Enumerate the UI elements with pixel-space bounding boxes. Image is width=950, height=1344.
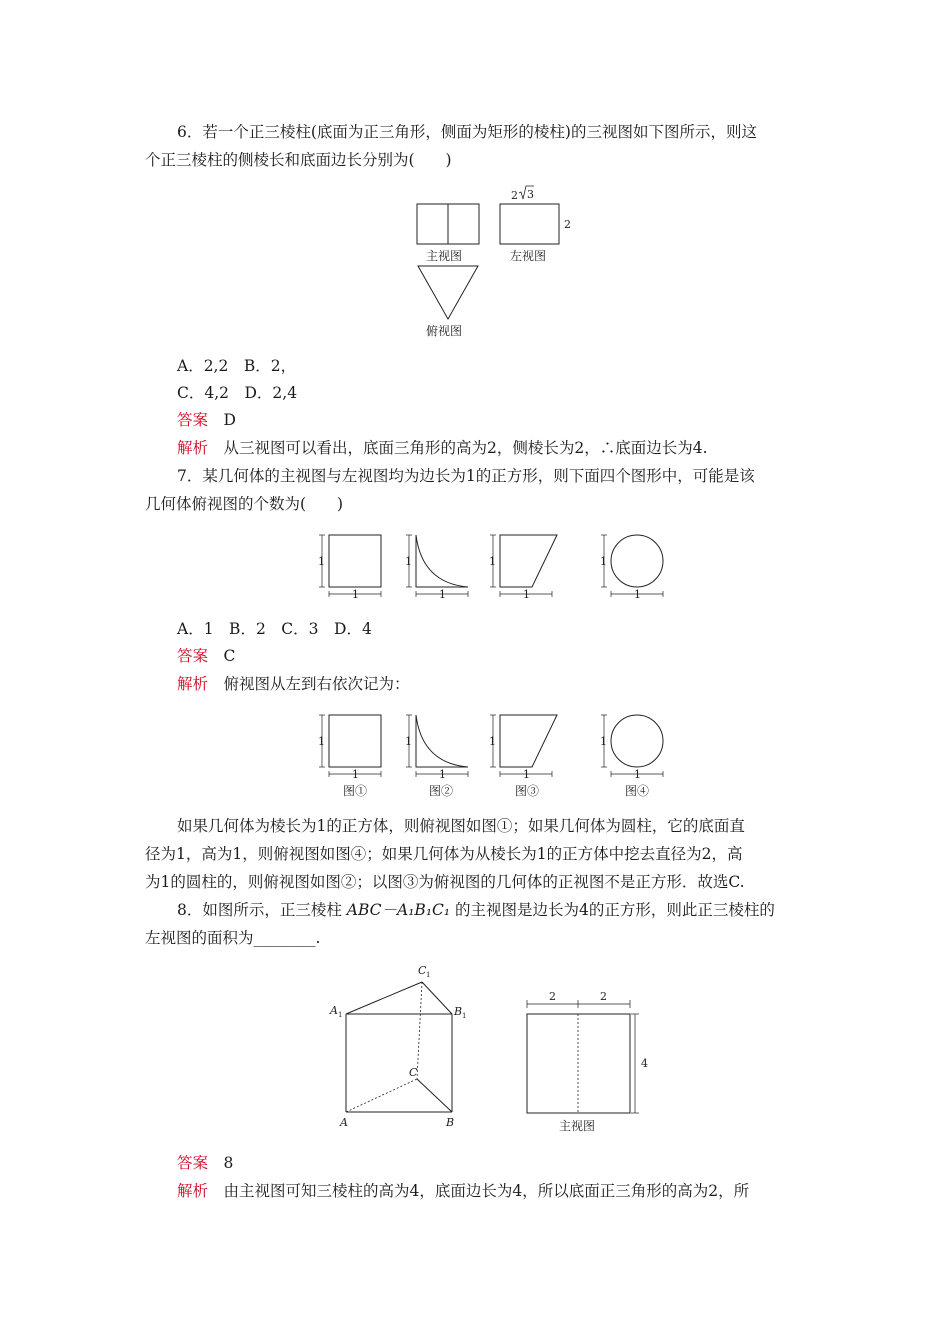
- q6-options-line1: A．2,2 B．2，: [177, 357, 297, 375]
- q8-analysis-row: [177, 1181, 749, 1201]
- q7-answer-value: C: [223, 647, 236, 665]
- q6-width-coef: 2: [511, 189, 518, 202]
- q6-analysis-row: [177, 438, 708, 458]
- q6-left-view: [500, 204, 559, 244]
- q7-options: A．1 B．2 C．3 D．4: [177, 620, 372, 638]
- q7-shape-concave: [416, 535, 468, 587]
- q7-dim-2b: 1: [439, 588, 446, 601]
- q8-stem-line2: 左视图的面积为________.: [145, 929, 321, 947]
- q7-shape-square: [329, 535, 381, 587]
- q8-vertex-c: C: [409, 1066, 418, 1079]
- q7-analysis-label: 解析: [177, 675, 209, 693]
- svg-text:1: 1: [426, 971, 431, 979]
- q6-three-view-figure: [400, 182, 600, 342]
- q6-top-caption: 俯视图: [426, 324, 463, 338]
- q8-stem-pre: 8．如图所示，正三棱柱: [177, 901, 347, 919]
- q8-stem-post: 的主视图是边长为4的正方形，则此正三棱柱的: [450, 901, 775, 919]
- q8-analysis-label: 解析: [177, 1182, 209, 1200]
- q7-dim-2a: 1: [405, 555, 412, 568]
- q8-analysis-text: 由主视图可知三棱柱的高为4，底面边长为4，所以底面正三角形的高为2，所: [223, 1182, 750, 1200]
- q6-stem-line1: 6．若一个正三棱柱(底面为正三角形，侧面为矩形的棱柱)的三视图如下图所示，则这: [177, 123, 757, 141]
- svg-text:1: 1: [439, 768, 446, 781]
- q8-vertex-b1: B: [454, 1005, 463, 1018]
- q6-height-label: 2: [564, 218, 571, 231]
- q8-vertex-b: B: [446, 1116, 455, 1129]
- q7-caption-3: 图③: [515, 784, 540, 798]
- q6-width-rad: 3: [527, 188, 534, 201]
- q8-dim-height: 4: [641, 1057, 648, 1070]
- q7-dim-3a: 1: [489, 555, 496, 568]
- q6-left-caption: 左视图: [510, 249, 547, 263]
- q7-caption-4: 图④: [625, 784, 650, 798]
- svg-text:1: 1: [489, 735, 496, 748]
- q6-answer-value: D: [223, 411, 236, 429]
- q8-answer-label: 答案: [177, 1154, 209, 1172]
- q7-caption-2: 图②: [429, 784, 454, 798]
- q8-vertex-a1: A: [330, 1004, 338, 1017]
- q7-shape-circle: [611, 535, 663, 587]
- svg-text:1: 1: [338, 1011, 343, 1019]
- q7-answer-figure: [312, 708, 672, 800]
- q7-shape-trapezoid: [500, 535, 557, 587]
- q8-front-view: [527, 1014, 630, 1113]
- svg-text:1: 1: [600, 735, 607, 748]
- q7-explain-line1: 如果几何体为棱长为1的正方体，则俯视图如图①；如果几何体为圆柱，它的底面直: [177, 817, 745, 835]
- q8-vertex-c1: C: [418, 964, 427, 977]
- q8-vertex-a: A: [340, 1116, 348, 1129]
- q7-options-figure: [312, 528, 672, 606]
- q6-analysis-text: 从三视图可以看出，底面三角形的高为2，侧棱长为2，∴底面边长为4.: [223, 439, 708, 457]
- q8-answer-value: 8: [223, 1154, 234, 1172]
- q7-stem-line2: 几何体俯视图的个数为( ): [145, 495, 344, 513]
- q8-caption: 主视图: [559, 1119, 596, 1133]
- q7-analysis-row: [177, 674, 410, 694]
- q7-dim-4b: 1: [634, 588, 641, 601]
- svg-text:1: 1: [523, 768, 530, 781]
- q7-answer-row: [177, 646, 235, 666]
- svg-text:1: 1: [634, 768, 641, 781]
- q8-stem-line1: [177, 900, 775, 920]
- q7-stem-line1: 7．某几何体的主视图与左视图均为边长为1的正方形，则下面四个图形中，可能是该: [177, 467, 755, 485]
- q8-stem-math: ABC－A₁B₁C₁: [346, 901, 451, 919]
- q7-analysis-text: 俯视图从左到右依次记为：: [223, 675, 410, 693]
- q6-stem-line2: 个正三棱柱的侧棱长和底面边长分别为( ): [145, 151, 452, 169]
- q8-answer-row: [177, 1153, 233, 1173]
- q6-options-line2: C．4,2 D．2,4: [177, 384, 298, 402]
- q6-top-view: [418, 266, 478, 319]
- q7-dim-4a: 1: [600, 555, 607, 568]
- q6-answer-label: 答案: [177, 411, 209, 429]
- q6-answer-row: [177, 410, 236, 430]
- q7-answer-label: 答案: [177, 647, 209, 665]
- q6-analysis-label: 解析: [177, 439, 209, 457]
- q8-figure: [325, 962, 665, 1140]
- q8-dim-left: 2: [549, 990, 556, 1003]
- svg-text:1: 1: [352, 768, 359, 781]
- svg-text:1: 1: [405, 735, 412, 748]
- q7-dim-1b: 1: [352, 588, 359, 601]
- svg-text:1: 1: [462, 1012, 467, 1020]
- q7-explain-line2: 径为1，高为1，则俯视图如图④；如果几何体为从棱长为1的正方体中挖去直径为2，高: [145, 845, 743, 863]
- svg-text:1: 1: [318, 735, 325, 748]
- q6-front-caption: 主视图: [426, 249, 463, 263]
- q8-dim-right: 2: [600, 990, 607, 1003]
- q7-dim-1a: 1: [318, 555, 325, 568]
- q8-prism: [346, 982, 452, 1112]
- q7-explain-line3: 为1的圆柱的，则俯视图如图②；以图③为俯视图的几何体的正视图不是正方形．故选C.: [145, 873, 745, 891]
- q7-dim-3b: 1: [523, 588, 530, 601]
- q7-caption-1: 图①: [343, 784, 368, 798]
